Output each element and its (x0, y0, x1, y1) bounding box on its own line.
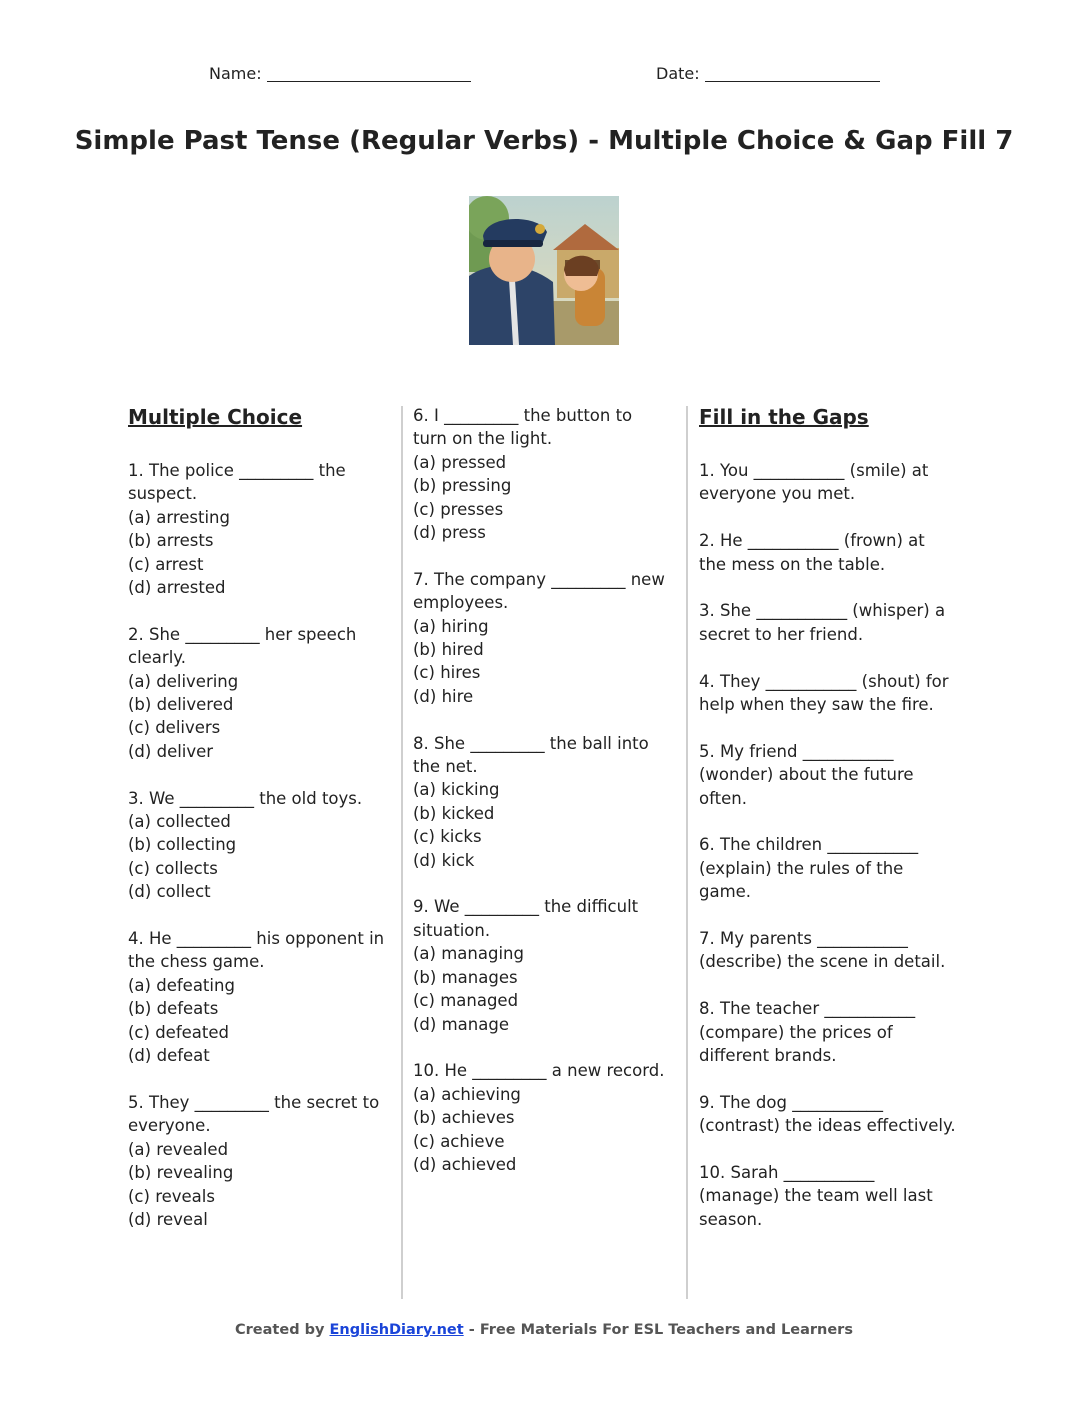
mc-question-2 (128, 623, 386, 763)
footer-credit (0, 1322, 1088, 1338)
date-field (656, 64, 880, 83)
name-blank-line[interactable] (267, 65, 471, 82)
mc-option-d[interactable]: (d) arrested (128, 578, 226, 598)
mc-question-5 (128, 1091, 386, 1231)
mc-option-b[interactable]: (b) achieves (413, 1108, 515, 1128)
gap-fill-item-8[interactable]: 8. The teacher ___________ (compare) the prices of different brands. (699, 999, 916, 1066)
mc-option-b[interactable]: (b) kicked (413, 803, 495, 823)
mc-question-stem: 5. They _________ the secret to everyone. (128, 1092, 380, 1136)
mc-option-c[interactable]: (c) presses (413, 499, 504, 519)
mc-option-c[interactable]: (c) delivers (128, 718, 221, 738)
mc-question-stem: 7. The company _________ new employees. (413, 569, 665, 613)
mc-question-stem: 4. He _________ his opponent in the chess game. (128, 929, 385, 972)
mc-option-d[interactable]: (d) kick (413, 850, 475, 870)
mc-option-d[interactable]: (d) deliver (128, 741, 214, 761)
mc-option-b[interactable]: (b) revealing (128, 1163, 234, 1183)
mc-option-c[interactable]: (c) managed (413, 991, 519, 1011)
gap-fill-item-9[interactable]: 9. The dog ___________ (contrast) the ideas effectively. (699, 1092, 956, 1136)
footer-site-link[interactable]: EnglishDiary.net (329, 1322, 464, 1338)
mc-question-4 (128, 927, 386, 1067)
gap-fill-item-3[interactable]: 3. She ___________ (whisper) a secret to her friend. (699, 601, 946, 644)
mc-option-a[interactable]: (a) hiring (413, 616, 489, 636)
mc-question-10 (413, 1059, 671, 1176)
mc-question-stem: 2. She _________ her speech clearly. (128, 624, 357, 668)
mc-option-b[interactable]: (b) collecting (128, 835, 237, 855)
mc-option-a[interactable]: (a) arresting (128, 507, 230, 527)
multiple-choice-column-middle (413, 404, 671, 1200)
gap-fill-heading: Fill in the Gaps (699, 405, 869, 429)
police-officer-and-child-illustration (469, 196, 619, 345)
mc-question-stem: 8. She _________ the ball into the net. (413, 733, 649, 777)
mc-option-c[interactable]: (c) arrest (128, 554, 204, 574)
mc-question-3 (128, 787, 386, 904)
mc-option-a[interactable]: (a) managing (413, 944, 524, 964)
mc-option-d[interactable]: (d) defeat (128, 1046, 210, 1066)
column-divider-right (686, 406, 688, 1299)
gap-fill-item-7[interactable]: 7. My parents ___________ (describe) the scene in detail. (699, 929, 946, 972)
mc-option-b[interactable]: (b) defeats (128, 999, 219, 1019)
mc-option-d[interactable]: (d) achieved (413, 1154, 517, 1174)
mc-option-c[interactable]: (c) defeated (128, 1022, 229, 1042)
multiple-choice-heading: Multiple Choice (128, 405, 303, 429)
mc-question-stem: 1. The police _________ the suspect. (128, 461, 346, 504)
mc-option-c[interactable]: (c) achieve (413, 1131, 505, 1151)
mc-option-a[interactable]: (a) revealed (128, 1139, 229, 1159)
mc-option-b[interactable]: (b) hired (413, 640, 484, 660)
mc-option-a[interactable]: (a) kicking (413, 780, 500, 800)
mc-option-b[interactable]: (b) delivered (128, 695, 234, 715)
gap-fill-item-1[interactable]: 1. You ___________ (smile) at everyone you met. (699, 461, 929, 504)
mc-option-a[interactable]: (a) defeating (128, 975, 235, 995)
name-label: Name: (209, 64, 262, 83)
mc-option-c[interactable]: (c) kicks (413, 827, 482, 847)
gap-fill-column (699, 406, 957, 1255)
footer-suffix: - Free Materials For ESL Teachers and Learners (468, 1322, 853, 1338)
mc-question-8 (413, 732, 671, 872)
gap-fill-item-4[interactable]: 4. They ___________ (shout) for help when they saw the fire. (699, 671, 949, 715)
mc-question-stem: 10. He _________ a new record. (413, 1061, 665, 1081)
mc-question-9 (413, 895, 671, 1035)
mc-option-c[interactable]: (c) hires (413, 663, 481, 683)
mc-option-d[interactable]: (d) reveal (128, 1209, 208, 1229)
column-divider-left (401, 406, 403, 1299)
mc-option-a[interactable]: (a) delivering (128, 671, 239, 691)
worksheet-title: Simple Past Tense (Regular Verbs) - Multiple Choice & Gap Fill 7 (74, 126, 1014, 156)
mc-option-c[interactable]: (c) reveals (128, 1186, 215, 1206)
date-label: Date: (656, 64, 700, 83)
gap-fill-item-10[interactable]: 10. Sarah ___________ (manage) the team well last season. (699, 1163, 933, 1229)
footer-prefix: Created by (235, 1322, 325, 1338)
name-field (209, 64, 471, 83)
multiple-choice-column-left (128, 406, 386, 1255)
mc-question-stem: 9. We _________ the difficult situation. (413, 897, 639, 940)
mc-option-b[interactable]: (b) pressing (413, 476, 512, 496)
mc-option-c[interactable]: (c) collects (128, 858, 218, 878)
mc-option-a[interactable]: (a) achieving (413, 1084, 521, 1104)
mc-option-d[interactable]: (d) manage (413, 1014, 509, 1034)
date-blank-line[interactable] (705, 65, 880, 82)
mc-question-6 (413, 404, 671, 544)
mc-option-a[interactable]: (a) collected (128, 812, 231, 832)
mc-option-d[interactable]: (d) press (413, 523, 486, 543)
mc-question-1 (128, 459, 386, 599)
mc-option-a[interactable]: (a) pressed (413, 452, 507, 472)
mc-option-d[interactable]: (d) collect (128, 882, 211, 902)
mc-question-stem: 6. I _________ the button to turn on the light. (413, 406, 633, 449)
gap-fill-item-5[interactable]: 5. My friend ___________ (wonder) about the future often. (699, 741, 914, 808)
gap-fill-item-6[interactable]: 6. The children ___________ (explain) the rules of the game. (699, 835, 919, 902)
mc-option-b[interactable]: (b) arrests (128, 531, 214, 551)
mc-question-7 (413, 568, 671, 708)
mc-question-stem: 3. We _________ the old toys. (128, 788, 363, 808)
mc-option-d[interactable]: (d) hire (413, 686, 474, 706)
mc-option-b[interactable]: (b) manages (413, 967, 518, 987)
gap-fill-item-2[interactable]: 2. He ___________ (frown) at the mess on the table. (699, 531, 925, 574)
